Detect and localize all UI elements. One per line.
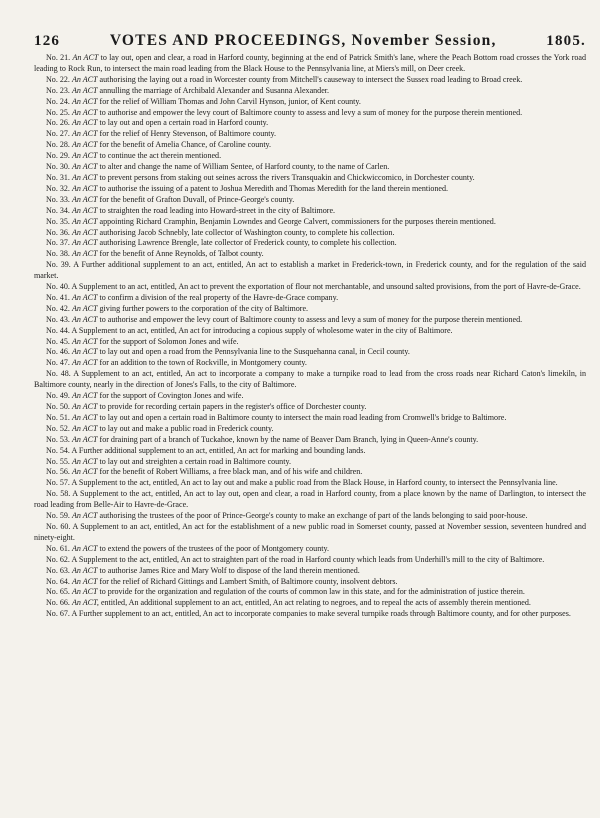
act-entry bbox=[34, 75, 586, 86]
act-entry bbox=[34, 195, 586, 206]
act-entry bbox=[34, 413, 586, 424]
act-label: An ACT bbox=[71, 183, 98, 193]
act-number: No. 35. bbox=[46, 216, 70, 226]
act-entry bbox=[34, 402, 586, 413]
act-number: No. 67. bbox=[46, 609, 70, 619]
act-label: An ACT bbox=[71, 543, 98, 553]
act-number: No. 55. bbox=[46, 456, 70, 466]
act-entry bbox=[34, 162, 586, 173]
act-entry bbox=[34, 587, 586, 598]
page-year: 1805. bbox=[546, 33, 586, 49]
act-text: A Supplement to an act, entitled, An act to prevent the exportation of flour not merchantable, and unsound salted provisions, from the port of Havre-de-Grace. bbox=[71, 282, 581, 292]
act-text: to lay out and open a road from the Pennsylvania line to the Susquehanna canal, in Cecil county. bbox=[99, 347, 410, 357]
act-text: authorising the laying out a road in Worcester county from Mitchell's causeway to intersect the Sussex road leading to Broad creek. bbox=[99, 74, 523, 84]
act-text: entitled, An additional supplement to an act, entitled, An act relating to negroes, and to repeal the acts of assembly therein mentioned. bbox=[100, 598, 531, 608]
act-number: No. 21. bbox=[46, 53, 71, 62]
act-text: for an addition to the town of Rockville, in Montgomery county. bbox=[99, 358, 307, 368]
act-entry bbox=[34, 478, 586, 489]
act-entry bbox=[34, 108, 586, 119]
act-text: to lay out and streighten a certain road in Baltimore county. bbox=[99, 456, 291, 466]
act-entry bbox=[34, 435, 586, 446]
act-label: An ACT bbox=[71, 249, 98, 259]
act-text: for the benefit of Robert Williams, a free black man, and of his wife and children. bbox=[99, 467, 363, 477]
act-number: No. 30. bbox=[46, 162, 70, 172]
act-number: No. 57. bbox=[46, 478, 70, 488]
act-number: No. 29. bbox=[46, 151, 70, 161]
act-entry bbox=[34, 446, 586, 457]
act-label: An ACT bbox=[71, 511, 98, 521]
act-number: No. 66. bbox=[46, 598, 70, 608]
act-number: No. 23. bbox=[46, 85, 70, 95]
act-label: An ACT bbox=[71, 129, 98, 139]
act-text: A Supplement to an act, entitled, An act to incorporate a company to make a turnpike road to lead from the cross roads near Richard Caton's limekiln, in Baltimore county, nearly in the direction of Jones's Falls, to the city of Baltimore. bbox=[34, 369, 586, 390]
act-entry bbox=[34, 544, 586, 555]
act-entry bbox=[34, 86, 586, 97]
act-text: to extend the powers of the trustees of the poor of Montgomery county. bbox=[99, 543, 329, 553]
act-entry bbox=[34, 184, 586, 195]
act-text: to lay out, open and clear, a road in Harford county, beginning at the end of Patrick Smith's lane, where the Peach Bottom road crosses the York road leading to Rock Run, to intersect the main road leading from the Black House to the Pennsylvania line, at Miers's mill, on Deer creek. bbox=[34, 53, 586, 73]
act-entry bbox=[34, 129, 586, 140]
act-text: to authorise James Rice and Mary Wolf to dispose of the land therein mentioned. bbox=[99, 565, 360, 575]
act-entry bbox=[34, 598, 586, 609]
act-label: An ACT bbox=[71, 238, 98, 248]
act-label: An ACT bbox=[71, 467, 98, 477]
act-label: An ACT bbox=[71, 205, 98, 215]
act-label: An ACT bbox=[71, 85, 98, 95]
act-text: for draining part of a branch of Tuckahoe, known by the name of Beaver Dam Branch, lying in Queen-Anne's county. bbox=[99, 434, 479, 444]
act-number: No. 31. bbox=[46, 172, 70, 182]
act-number: No. 24. bbox=[46, 96, 70, 106]
act-entry bbox=[34, 228, 586, 239]
act-text: to prevent persons from staking out seines across the rivers Transquakin and Chickwiccomico, in Dorchester county. bbox=[99, 172, 475, 182]
page-title: VOTES AND PROCEEDINGS, November Session, bbox=[109, 32, 497, 49]
act-entry bbox=[34, 566, 586, 577]
act-text: to lay out and open a certain road in Harford county. bbox=[99, 118, 269, 128]
act-entry bbox=[34, 293, 586, 304]
act-label: An ACT bbox=[71, 162, 98, 172]
act-entry bbox=[34, 609, 586, 620]
act-label: An ACT bbox=[71, 456, 98, 466]
act-entry bbox=[34, 97, 586, 108]
act-number: No. 56. bbox=[46, 467, 70, 477]
act-label: An ACT bbox=[71, 565, 98, 575]
act-label: An ACT bbox=[71, 347, 98, 357]
act-entry bbox=[34, 282, 586, 293]
act-text: A Supplement to the act, entitled, An act to lay out, open and clear, a road in Harford county, from a place known by the name of Darlington, to intersect the road leading from Belle-Air to Havre-de-Grace. bbox=[34, 489, 587, 510]
act-label: An ACT bbox=[71, 576, 98, 586]
act-text: to provide for recording certain papers in the register's office of Dorchester county. bbox=[99, 402, 367, 411]
act-entry bbox=[34, 358, 586, 369]
act-number: No. 45. bbox=[46, 336, 70, 346]
act-number: No. 62. bbox=[46, 554, 70, 564]
act-label: An ACT bbox=[71, 303, 98, 313]
act-label: An ACT bbox=[71, 216, 98, 226]
act-label: An ACT bbox=[71, 140, 98, 150]
act-number: No. 49. bbox=[46, 391, 70, 401]
act-entry bbox=[34, 260, 586, 282]
act-entry bbox=[34, 347, 586, 358]
act-text: A Supplement to an act, entitled, An act for the establishment of a new public road in Somerset county, passed at November session, seventeen hundred and ninety-eight. bbox=[34, 521, 586, 542]
act-number: No. 51. bbox=[46, 412, 70, 422]
act-entry bbox=[34, 206, 586, 217]
act-text: for the support of Solomon Jones and wife. bbox=[99, 336, 239, 346]
act-label: An ACT bbox=[71, 412, 98, 422]
act-number: No. 22. bbox=[46, 74, 70, 84]
act-number: No. 59. bbox=[46, 511, 70, 521]
act-entry bbox=[34, 151, 586, 162]
act-label: An ACT bbox=[71, 434, 98, 444]
act-text: to straighten the road leading into Howard-street in the city of Baltimore. bbox=[99, 205, 336, 215]
act-text: to continue the act therein mentioned. bbox=[99, 151, 222, 161]
act-entry bbox=[34, 391, 586, 402]
act-label: An ACT bbox=[71, 314, 98, 324]
act-entry bbox=[34, 577, 586, 588]
act-text: appointing Richard Cramphin, Benjamin Lowndes and George Calvert, commissioners for the purposes therein mentioned. bbox=[99, 216, 496, 226]
act-number: No. 33. bbox=[46, 194, 70, 204]
act-number: No. 58. bbox=[46, 489, 71, 499]
act-number: No. 61. bbox=[46, 543, 70, 553]
act-text: to authorise the issuing of a patent to Joshua Meredith and Thomas Meredith for the land therein mentioned. bbox=[99, 183, 448, 193]
act-label: An ACT bbox=[71, 118, 98, 128]
act-text: to provide for the organization and regulation of the courts of common law in this state, and for the administration of justice therein. bbox=[99, 587, 525, 597]
act-text: A Further additional supplement to an act, entitled, An act to establish a market in Frederick-town, in Frederick county, and for the regulation of the said market. bbox=[34, 260, 586, 281]
act-entry bbox=[34, 118, 586, 129]
act-label: An ACT bbox=[71, 336, 98, 346]
page-header bbox=[34, 32, 586, 50]
act-text: A Further additional supplement to an act, entitled, An act for marking and bounding lands. bbox=[71, 445, 366, 455]
act-text: to authorise and empower the levy court of Baltimore county to assess and levy a sum of money for the purpose therein mentioned. bbox=[99, 314, 523, 324]
act-number: No. 63. bbox=[46, 565, 70, 575]
act-number: No. 25. bbox=[46, 107, 70, 117]
act-number: No. 64. bbox=[46, 576, 70, 586]
act-text: to lay out and open a certain road in Baltimore county to intersect the main road leading from Cromwell's bridge to Baltimore. bbox=[99, 412, 507, 422]
act-number: No. 53. bbox=[46, 434, 70, 444]
act-text: to alter and change the name of William Sentee, of Harford county, to the name of Carlen. bbox=[99, 162, 390, 172]
act-entry bbox=[34, 369, 586, 391]
act-number: No. 43. bbox=[46, 314, 70, 324]
act-entry bbox=[34, 238, 586, 249]
act-number: No. 42. bbox=[46, 303, 70, 313]
act-text: to confirm a division of the real property of the Havre-de-Grace company. bbox=[99, 292, 339, 302]
act-text: to authorise and empower the levy court of Baltimore county to assess and levy a sum of money for the purpose therein mentioned. bbox=[99, 107, 523, 117]
act-number: No. 27. bbox=[46, 129, 70, 139]
act-text: for the benefit of Anne Reynolds, of Talbot county. bbox=[99, 249, 264, 259]
act-number: No. 38. bbox=[46, 249, 70, 259]
act-text: to lay out and make a public road in Frederick county. bbox=[99, 423, 274, 433]
act-entry bbox=[34, 249, 586, 260]
act-text: for the benefit of Amelia Chance, of Caroline county. bbox=[99, 140, 272, 150]
act-entry bbox=[34, 511, 586, 522]
act-number: No. 46. bbox=[46, 347, 70, 357]
act-number: No. 26. bbox=[46, 118, 70, 128]
act-label: An ACT bbox=[71, 423, 98, 433]
act-text: for the benefit of Grafton Duvall, of Prince-George's county. bbox=[99, 194, 295, 204]
act-number: No. 60. bbox=[46, 521, 71, 531]
page-number: 126 bbox=[34, 33, 61, 49]
act-entry bbox=[34, 424, 586, 435]
act-text: annulling the marriage of Archibald Alexander and Susanna Alexander. bbox=[99, 85, 330, 95]
act-label: An ACT bbox=[71, 402, 98, 411]
act-number: No. 52. bbox=[46, 423, 70, 433]
act-text: A Supplement to the act, entitled, An act to straighten part of the road in Harford county which leads from Underhill's mill to the city of Baltimore. bbox=[71, 554, 545, 564]
act-label: An ACT bbox=[71, 227, 98, 237]
act-number: No. 54. bbox=[46, 445, 70, 455]
act-number: No. 41. bbox=[46, 292, 70, 302]
act-label: An ACT bbox=[71, 358, 98, 368]
act-number: No. 32. bbox=[46, 183, 70, 193]
act-text: for the relief of William Thomas and John Carvil Hynson, junior, of Kent county. bbox=[99, 96, 361, 106]
act-entry bbox=[34, 217, 586, 228]
act-entry bbox=[34, 489, 586, 511]
act-entry bbox=[34, 467, 586, 478]
act-entry bbox=[34, 326, 586, 337]
act-number: No. 65. bbox=[46, 587, 70, 597]
act-entry bbox=[34, 304, 586, 315]
act-label: An ACT, bbox=[71, 598, 99, 608]
act-label: An ACT bbox=[71, 151, 98, 161]
act-text: for the relief of Richard Gittings and Lambert Smith, of Baltimore county, insolvent debtors. bbox=[99, 576, 398, 586]
act-number: No. 47. bbox=[46, 358, 70, 368]
act-number: No. 36. bbox=[46, 227, 70, 237]
act-number: No. 50. bbox=[46, 402, 70, 411]
act-number: No. 39. bbox=[46, 260, 71, 270]
act-label: An ACT bbox=[71, 172, 98, 182]
act-text: for the support of Covington Jones and wife. bbox=[99, 391, 244, 401]
act-number: No. 28. bbox=[46, 140, 70, 150]
act-text: authorising the trustees of the poor of Prince-George's county to make an exchange of part of the lands belonging to said poor-house. bbox=[99, 511, 528, 521]
act-number: No. 40. bbox=[46, 282, 70, 292]
act-entry bbox=[34, 140, 586, 151]
act-entry bbox=[34, 315, 586, 326]
act-entry bbox=[34, 173, 586, 184]
act-entry bbox=[34, 337, 586, 348]
act-label: An ACT bbox=[71, 74, 98, 84]
act-label: An ACT bbox=[71, 96, 98, 106]
act-entry bbox=[34, 53, 586, 75]
act-entry bbox=[34, 555, 586, 566]
act-label: An ACT bbox=[71, 194, 98, 204]
act-label: An ACT bbox=[71, 107, 98, 117]
act-entry bbox=[34, 457, 586, 468]
act-entry bbox=[34, 522, 586, 544]
act-text: A Supplement to the act, entitled, An act to lay out and make a public road from the Black House, in Harford county, to intersect the Pennsylvania line. bbox=[71, 478, 558, 488]
act-number: No. 48. bbox=[46, 369, 71, 379]
act-label: An ACT bbox=[71, 292, 98, 302]
act-text: A Further supplement to an act, entitled, An act to incorporate companies to make several turnpike roads through Baltimore county, and for other purposes. bbox=[71, 609, 571, 619]
act-label: An ACT bbox=[71, 391, 98, 401]
act-label: An ACT bbox=[71, 587, 98, 597]
acts-list bbox=[34, 53, 586, 620]
act-label: An ACT bbox=[72, 53, 99, 62]
act-number: No. 44. bbox=[46, 325, 70, 335]
act-number: No. 34. bbox=[46, 205, 70, 215]
act-text: for the relief of Henry Stevenson, of Baltimore county. bbox=[99, 129, 276, 139]
act-number: No. 37. bbox=[46, 238, 70, 248]
act-text: giving further powers to the corporation of the city of Baltimore. bbox=[99, 303, 309, 313]
act-text: A Supplement to an act, entitled, An act for introducing a copious supply of wholesome water in the city of Baltimore. bbox=[71, 325, 453, 335]
act-text: authorising Lawrence Brengle, late collector of Frederick county, to complete his collection. bbox=[99, 238, 397, 248]
act-text: authorising Jacob Schnebly, late collector of Washington county, to complete his collection. bbox=[99, 227, 395, 237]
